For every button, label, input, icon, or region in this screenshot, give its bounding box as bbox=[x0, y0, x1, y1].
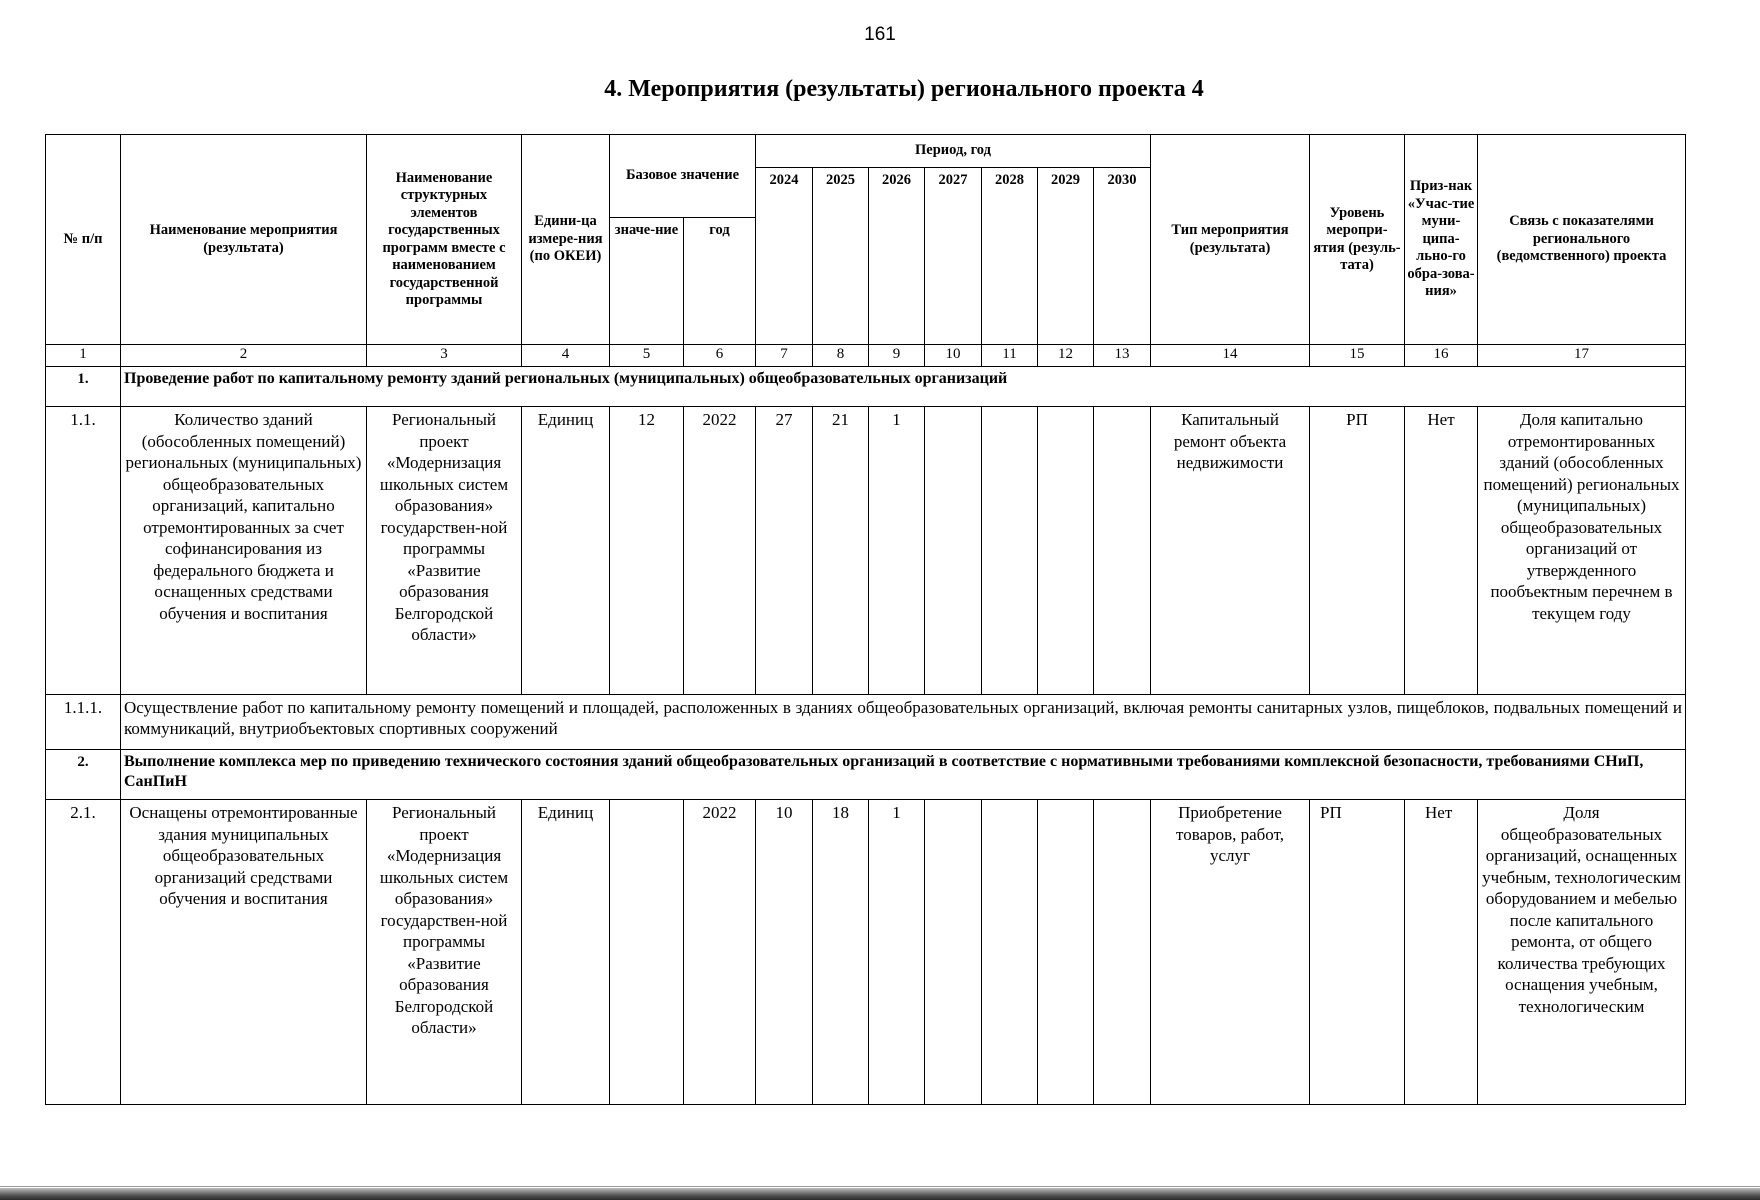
section-row bbox=[46, 750, 1686, 800]
base-value bbox=[610, 800, 684, 1105]
value-2028 bbox=[982, 407, 1038, 695]
column-number: 5 bbox=[610, 345, 684, 367]
measure-level: РП bbox=[1310, 407, 1405, 695]
column-numbers-row bbox=[46, 345, 1686, 367]
column-number: 7 bbox=[756, 345, 813, 367]
section-number: 2. bbox=[46, 750, 121, 800]
base-year: 2022 bbox=[684, 407, 756, 695]
column-number: 15 bbox=[1310, 345, 1405, 367]
municipal-participation: Нет bbox=[1405, 800, 1478, 1105]
header-base-value: значе-ние bbox=[610, 218, 684, 345]
scan-bottom-edge bbox=[0, 1188, 1760, 1200]
value-2026: 1 bbox=[869, 800, 925, 1105]
indicator-link: Доля капитально отремонтированных зданий (обособленных помещений) региональных (муниципальных) общеобразовательных организаций от утвержденного пообъектным перечнем в текущем году bbox=[1478, 407, 1686, 695]
header-level: Уровень меропри-ятия (резуль-тата) bbox=[1310, 135, 1405, 345]
header-struct: Наименование структурных элементов государственных программ вместе с наименованием государственной программы bbox=[367, 135, 522, 345]
section-row bbox=[46, 367, 1686, 407]
section-title: Выполнение комплекса мер по приведению технического состояния зданий общеобразовательных организаций в соответствие с нормативными требованиями комплексной безопасности, требованиями СНиП, СанПиН bbox=[121, 750, 1686, 800]
column-number: 13 bbox=[1094, 345, 1151, 367]
header-name: Наименование мероприятия (результата) bbox=[121, 135, 367, 345]
municipal-participation: Нет bbox=[1405, 407, 1478, 695]
value-2025: 18 bbox=[813, 800, 869, 1105]
header-link: Связь с показателями регионального (ведомственного) проекта bbox=[1478, 135, 1686, 345]
value-2027 bbox=[925, 407, 982, 695]
value-2030 bbox=[1094, 407, 1151, 695]
column-number: 17 bbox=[1478, 345, 1686, 367]
column-number: 12 bbox=[1038, 345, 1094, 367]
measure-type: Приобретение товаров, работ, услуг bbox=[1151, 800, 1310, 1105]
row-number: 1.1. bbox=[46, 407, 121, 695]
value-2024: 10 bbox=[756, 800, 813, 1105]
header-year-2024: 2024 bbox=[756, 168, 813, 345]
table-row bbox=[46, 407, 1686, 695]
column-number: 14 bbox=[1151, 345, 1310, 367]
header-year-2025: 2025 bbox=[813, 168, 869, 345]
column-number: 16 bbox=[1405, 345, 1478, 367]
measure-type: Капитальный ремонт объекта недвижимости bbox=[1151, 407, 1310, 695]
column-number: 6 bbox=[684, 345, 756, 367]
value-2029 bbox=[1038, 800, 1094, 1105]
subrow-text: Осуществление работ по капитальному ремонту помещений и площадей, расположенных в зданиях общеобразовательных организаций, включая ремонты санитарных узлов, пищеблоков, подвальных помещений и коммуникаций, внутриобъектовых спортивных сооружений bbox=[121, 695, 1686, 750]
column-number: 3 bbox=[367, 345, 522, 367]
subrow-number: 1.1.1. bbox=[46, 695, 121, 750]
table-row bbox=[46, 800, 1686, 1105]
page-number: 161 bbox=[864, 24, 896, 45]
section-title: Проведение работ по капитальному ремонту зданий региональных (муниципальных) общеобразовательных организаций bbox=[121, 367, 1686, 407]
column-number: 10 bbox=[925, 345, 982, 367]
structural-element: Региональный проект «Модернизация школьных систем образования» государствен-ной программы «Развитие образования Белгородской области» bbox=[367, 800, 522, 1105]
measure-name: Оснащены отремонтированные здания муниципальных общеобразовательных организаций средствами обучения и воспитания bbox=[121, 800, 367, 1105]
value-2030 bbox=[1094, 800, 1151, 1105]
section-number: 1. bbox=[46, 367, 121, 407]
header-year-2027: 2027 bbox=[925, 168, 982, 345]
measures-table bbox=[45, 134, 1686, 1105]
base-year: 2022 bbox=[684, 800, 756, 1105]
header-year-2026: 2026 bbox=[869, 168, 925, 345]
header-base: Базовое значение bbox=[610, 135, 756, 218]
value-2027 bbox=[925, 800, 982, 1105]
document-title: 4. Мероприятия (результаты) регионального проекта 4 bbox=[604, 76, 1204, 102]
value-2029 bbox=[1038, 407, 1094, 695]
scan-edge-line bbox=[0, 1186, 1760, 1187]
measure-name: Количество зданий (обособленных помещений) региональных (муниципальных) общеобразовательных организаций, капитально отремонтированных за счет софинансирования из федерального бюджета и оснащенных средствами обучения и воспитания bbox=[121, 407, 367, 695]
column-number: 2 bbox=[121, 345, 367, 367]
subrow bbox=[46, 695, 1686, 750]
column-number: 8 bbox=[813, 345, 869, 367]
header-num: № п/п bbox=[46, 135, 121, 345]
column-number: 11 bbox=[982, 345, 1038, 367]
base-value: 12 bbox=[610, 407, 684, 695]
value-2026: 1 bbox=[869, 407, 925, 695]
header-year-2030: 2030 bbox=[1094, 168, 1151, 345]
value-2024: 27 bbox=[756, 407, 813, 695]
row-number: 2.1. bbox=[46, 800, 121, 1105]
header-period: Период, год bbox=[756, 135, 1151, 168]
header-year-2029: 2029 bbox=[1038, 168, 1094, 345]
value-2028 bbox=[982, 800, 1038, 1105]
structural-element: Региональный проект «Модернизация школьных систем образования» государствен-ной программы «Развитие образования Белгородской области» bbox=[367, 407, 522, 695]
column-number: 1 bbox=[46, 345, 121, 367]
unit-of-measure: Единиц bbox=[522, 407, 610, 695]
header-unit: Едини-ца измере-ния (по ОКЕИ) bbox=[522, 135, 610, 345]
column-number: 9 bbox=[869, 345, 925, 367]
value-2025: 21 bbox=[813, 407, 869, 695]
header-type: Тип мероприятия (результата) bbox=[1151, 135, 1310, 345]
unit-of-measure: Единиц bbox=[522, 800, 610, 1105]
header-year-2028: 2028 bbox=[982, 168, 1038, 345]
measure-level: РП bbox=[1310, 800, 1405, 1105]
indicator-link: Доля общеобразовательных организаций, оснащенных учебным, технологическим оборудованием и мебелью после капитального ремонта, от общего количества требующих оснащения учебным, технологическим bbox=[1478, 800, 1686, 1105]
header-base-year: год bbox=[684, 218, 756, 345]
column-number: 4 bbox=[522, 345, 610, 367]
header-sign: Приз-нак «Учас-тие муни-ципа-льно-го обра-зова-ния» bbox=[1405, 135, 1478, 345]
